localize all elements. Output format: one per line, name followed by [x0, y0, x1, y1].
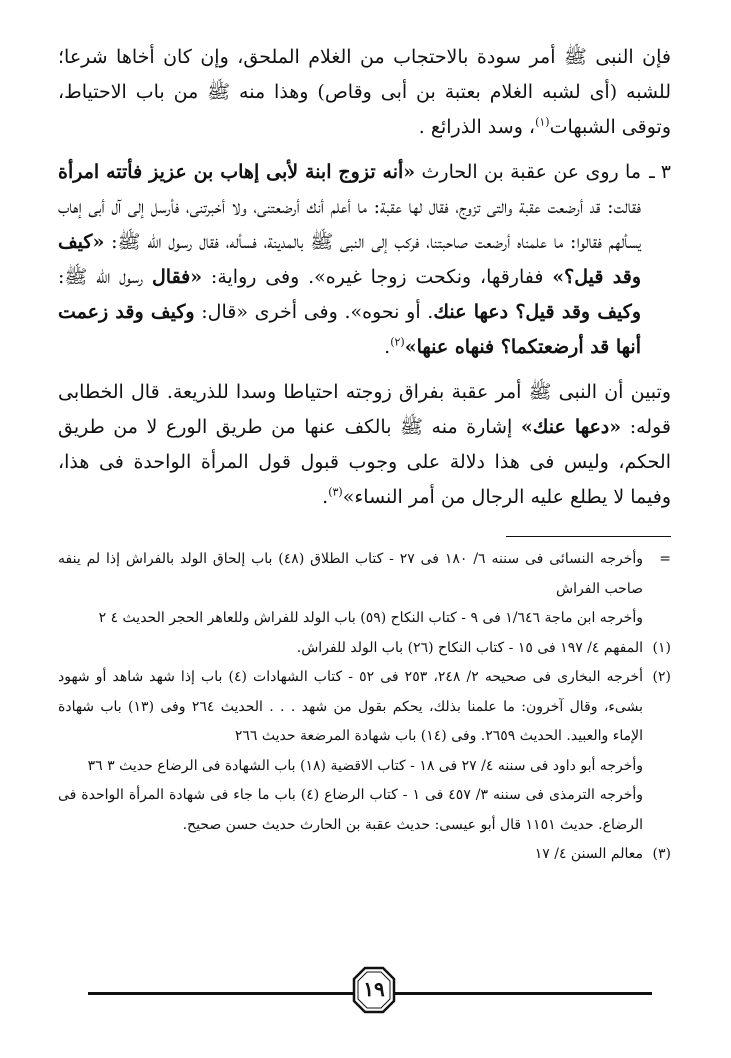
- numbered-item-3: [58, 155, 671, 365]
- footnote-ref-1[interactable]: (١): [535, 115, 550, 129]
- paragraph-1-text: فإن النبى ﷺ أمر سودة بالاحتجاب من الغلام الملحق، وإن كان أخاها شرعا؛ للشبه (أى لشبه الغلام بعتبة بن أبى وقاص) وهذا منه ﷺ من باب الاحتياط، وتوقى الشبهات: [58, 46, 671, 138]
- footnote-2-abu-dawud: وأخرجه أبو داود فى سننه ٤/ ٢٧ فى ١٨ - كتاب الاقضية (١٨) باب الشهادة فى الرضاع حديث ٣ ٣٦: [87, 757, 643, 774]
- paragraph-1-end: ، وسد الذرائع .: [418, 116, 536, 138]
- item-3-narration-4: . أو نحوه». وفى أخرى «قال:: [194, 301, 434, 323]
- item-3-narration: فقالت: قد أرضعت عقبة والتى تزوج، فقال لها عقبة: ما أعلم أنك أرضعتنى، ولا أخبرتنى، فأرسل إلى آل أبى إهاب يسألهم فقالوا: ما علمناه أرضعت صاحبتنا، فركب إلى النبى ﷺ بالمدينة، فسأله، فقال رسول الله ﷺ:: [58, 196, 641, 253]
- footnote-2-bukhari: أخرجه البخارى فى صحيحه ٢/ ٢٤٨، ٢٥٣ فى ٥٢ - كتاب الشهادات (٤) باب إذا شهد شاهد أو شهود بشىء، وقال آخرون: ما علمنا بذلك، يحكم بقول من شهد . . . الحديث ٢٦٤ وفى (١٣) باب شهادة الإماء والعبيد. الحديث ٢٦٥٩. وفى (١٤) باب شهادة المرضعة حديث ٢٦٦: [58, 669, 644, 744]
- paragraph-1: [58, 40, 671, 145]
- footnote-ref-2[interactable]: (٢): [390, 335, 405, 349]
- item-number: ٣ ـ: [649, 161, 671, 183]
- page-number-badge: [352, 966, 396, 1014]
- footnote-1-text: المفهم ٤/ ١٩٧ فى ١٥ - كتاب النكاح (٢٦) باب الولد للفراش.: [296, 639, 643, 656]
- item-3-prophet-saying-1: «كيف وقد قيل؟»: [58, 231, 641, 288]
- footnote-1-mark: (١): [652, 639, 671, 656]
- continuation-mark: =: [659, 551, 671, 567]
- footnote-3: [58, 840, 671, 870]
- footnotes: [58, 545, 671, 870]
- footer-rule-right: [394, 992, 652, 995]
- item-3-intro: ما روى عن عقبة بن الحارث: [415, 161, 641, 183]
- footnote-continuation-line-1: وأخرجه النسائى فى سننه ٦/ ١٨٠ فى ٢٧ - كتاب الطلاق (٤٨) باب إلحاق الولد بالفراش إذا لم ينفه صاحب الفراش: [58, 551, 644, 597]
- footnote-continuation-line-2: وأخرجه ابن ماجة ١/٦٤٦ فى ٩ - كتاب النكاح (٥٩) باب الولد للفراش وللعاهر الحجر الحديث ٤ ٢: [98, 610, 643, 626]
- footer-rule-left: [88, 992, 353, 995]
- paragraph-4-end: .: [322, 486, 329, 508]
- item-3-narration-2: ففارقها، ونكحت زوجا غيره». وفى رواية:: [202, 266, 553, 288]
- item-3-narration-3: رسول الله ﷺ:: [58, 266, 152, 288]
- paragraph-4-quote: «دعها عنك»: [520, 416, 622, 438]
- item-3-end: .: [384, 336, 391, 358]
- footnote-2-mark: (٢): [652, 669, 671, 685]
- paragraph-4-text-2: إشارة منه ﷺ بالكف عنها من طريق الورع لا من طريق الحكم، وليس فى هذا دلالة على وجوب قبول قول المرأة الواحدة فى هذا، وفيما لا يطلع عليه الرجال من أمر النساء»: [58, 416, 671, 508]
- main-text: [58, 40, 671, 525]
- paragraph-4-text: وتبين أن النبى ﷺ أمر عقبة بفراق زوجته احتياطا وسدا للذريعة. قال الخطابى قوله:: [58, 381, 671, 438]
- footnote-1: [58, 634, 671, 664]
- item-3-prophet-saying-2: وكيف وقد قيل؟ دعها عنك: [433, 301, 641, 323]
- footnote-continuation: [58, 545, 671, 634]
- footnote-3-text: معالم السنن ٤/ ١٧: [534, 846, 643, 862]
- footnote-2: [58, 663, 671, 840]
- item-3-prophet-saying-3: وكيف وقد زعمت أنها قد أرضعتكما؟ فنهاه عنها»: [58, 301, 641, 358]
- item-3-quote-start: «أنه تزوج ابنة لأبى إهاب بن عزيز فأتته امرأة: [58, 161, 416, 183]
- item-3-riwaya-start: «فقال: [151, 266, 203, 288]
- footnote-2-tirmidhi: وأخرجه الترمذى فى سننه ٣/ ٤٥٧ فى ١ - كتاب الرضاع (٤) باب ما جاء فى شهادة المرأة الواحدة فى الرضاع. حديث ١١٥١ قال أبو عيسى: حديث عقبة بن الحارث حديث حسن صحيح.: [58, 787, 643, 833]
- paragraph-4: [58, 375, 671, 515]
- page-number: ١٩: [363, 977, 385, 1001]
- footnote-separator: [506, 536, 671, 537]
- footnote-ref-3[interactable]: (٣): [328, 485, 343, 499]
- footnote-3-mark: (٣): [652, 846, 671, 862]
